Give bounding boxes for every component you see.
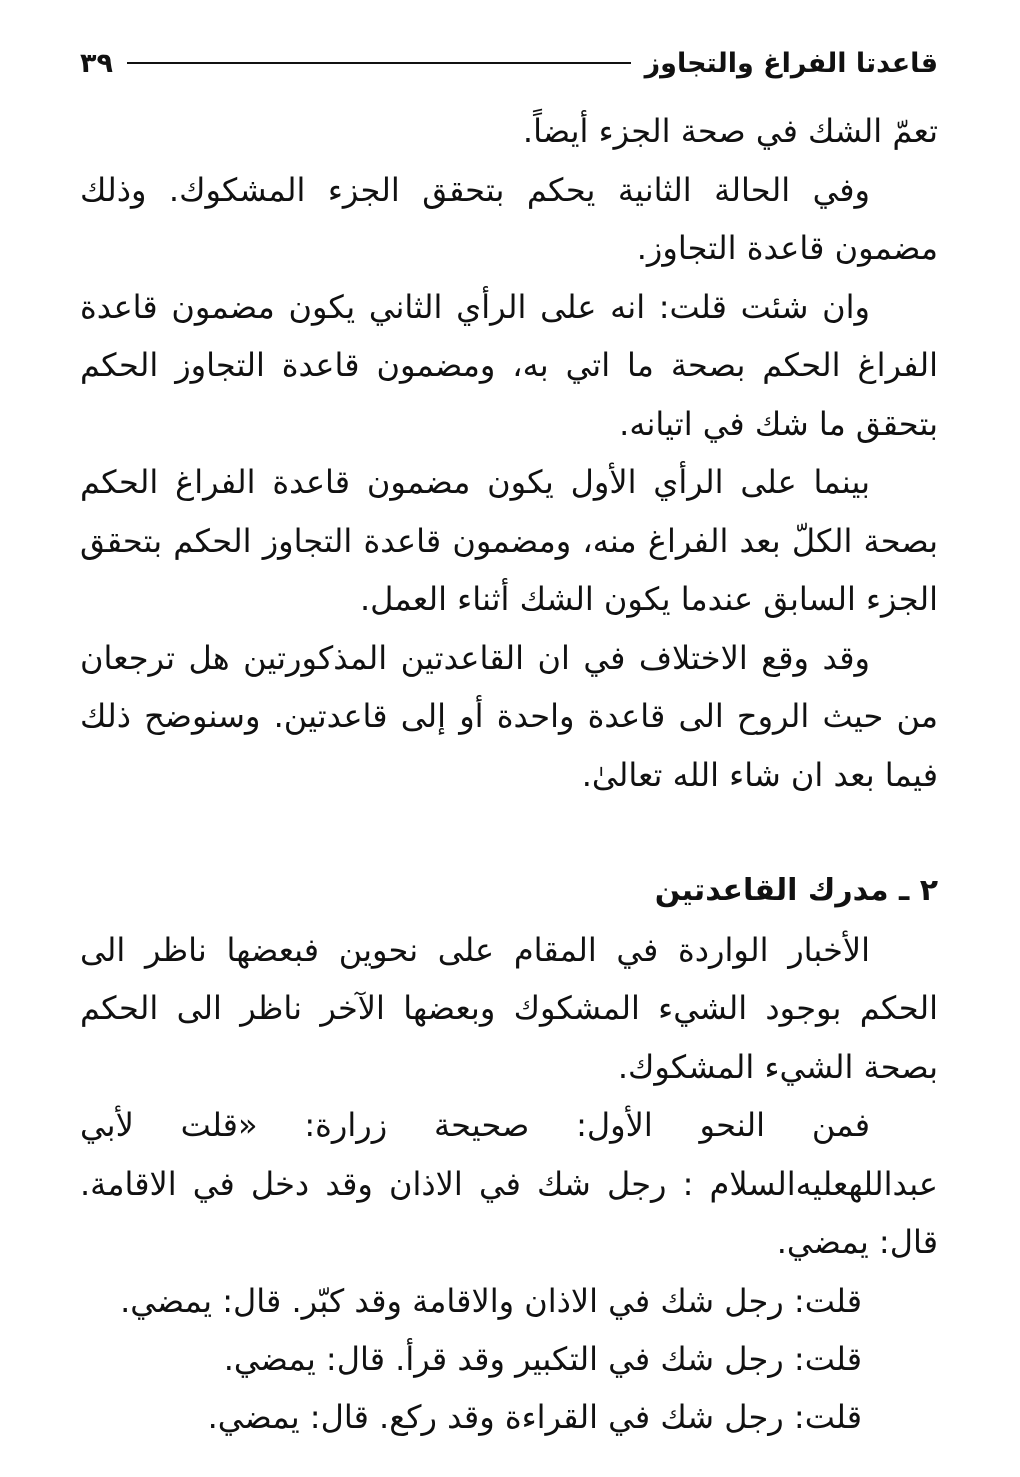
book-page — [80, 40, 938, 1446]
paragraph: الأخبار الواردة في المقام على نحوين فبعضها ناظر الى الحكم بوجود الشيء المشكوك وبعضها الآخر ناظر الى الحكم بصحة الشيء المشكوك. — [80, 930, 938, 1086]
paragraph: وقد وقع الاختلاف في ان القاعدتين المذكورتين هل ترجعان من حيث الروح الى قاعدة واحدة أو إلى قاعدتين. وسنوضح ذلك فيما بعد ان شاء الله تعالىٰ. — [80, 638, 938, 794]
dialogue-line: قلت: رجل شك في الاذان والاقامة وقد كبّر. قال: يمضي. — [120, 1281, 862, 1320]
paragraph: وفي الحالة الثانية يحكم بتحقق الجزء المشكوك. وذلك مضمون قاعدة التجاوز. — [80, 170, 938, 267]
paragraph-continued: تعمّ الشك في صحة الجزء أيضاً. — [522, 112, 938, 150]
header-title: قاعدتا الفراغ والتجاوز — [644, 47, 938, 79]
header-rule — [127, 62, 631, 64]
paragraph: وان شئت قلت: انه على الرأي الثاني يكون مضمون قاعدة الفراغ الحكم بصحة ما اتي به، ومضمون قاعدة التجاوز الحكم بتحقق ما شك في اتيانه. — [80, 287, 938, 443]
dialogue-line: قلت: رجل شك في القراءة وقد ركع. قال: يمضي. — [207, 1397, 862, 1436]
paragraph: فمن النحو الأول: صحيحة زرارة: «قلت لأبي عبداللهعليه‌السلام : رجل شك في الاذان وقد دخل في الاقامة. قال: يمضي. — [80, 1106, 938, 1261]
paragraph: بينما على الرأي الأول يكون مضمون قاعدة الفراغ الحكم بصحة الكلّ بعد الفراغ منه، ومضمون قاعدة التجاوز الحكم بتحقق الجزء السابق عندما يكون الشك أثناء العمل. — [80, 463, 938, 618]
dialogue-line: قلت: رجل شك في التكبير وقد قرأ. قال: يمضي. — [223, 1339, 862, 1378]
section-heading: ٢ ـ مدرك القاعدتين — [654, 873, 938, 908]
running-header — [80, 40, 938, 86]
page-content — [80, 102, 938, 1446]
page-number: ٣٩ — [80, 47, 113, 79]
